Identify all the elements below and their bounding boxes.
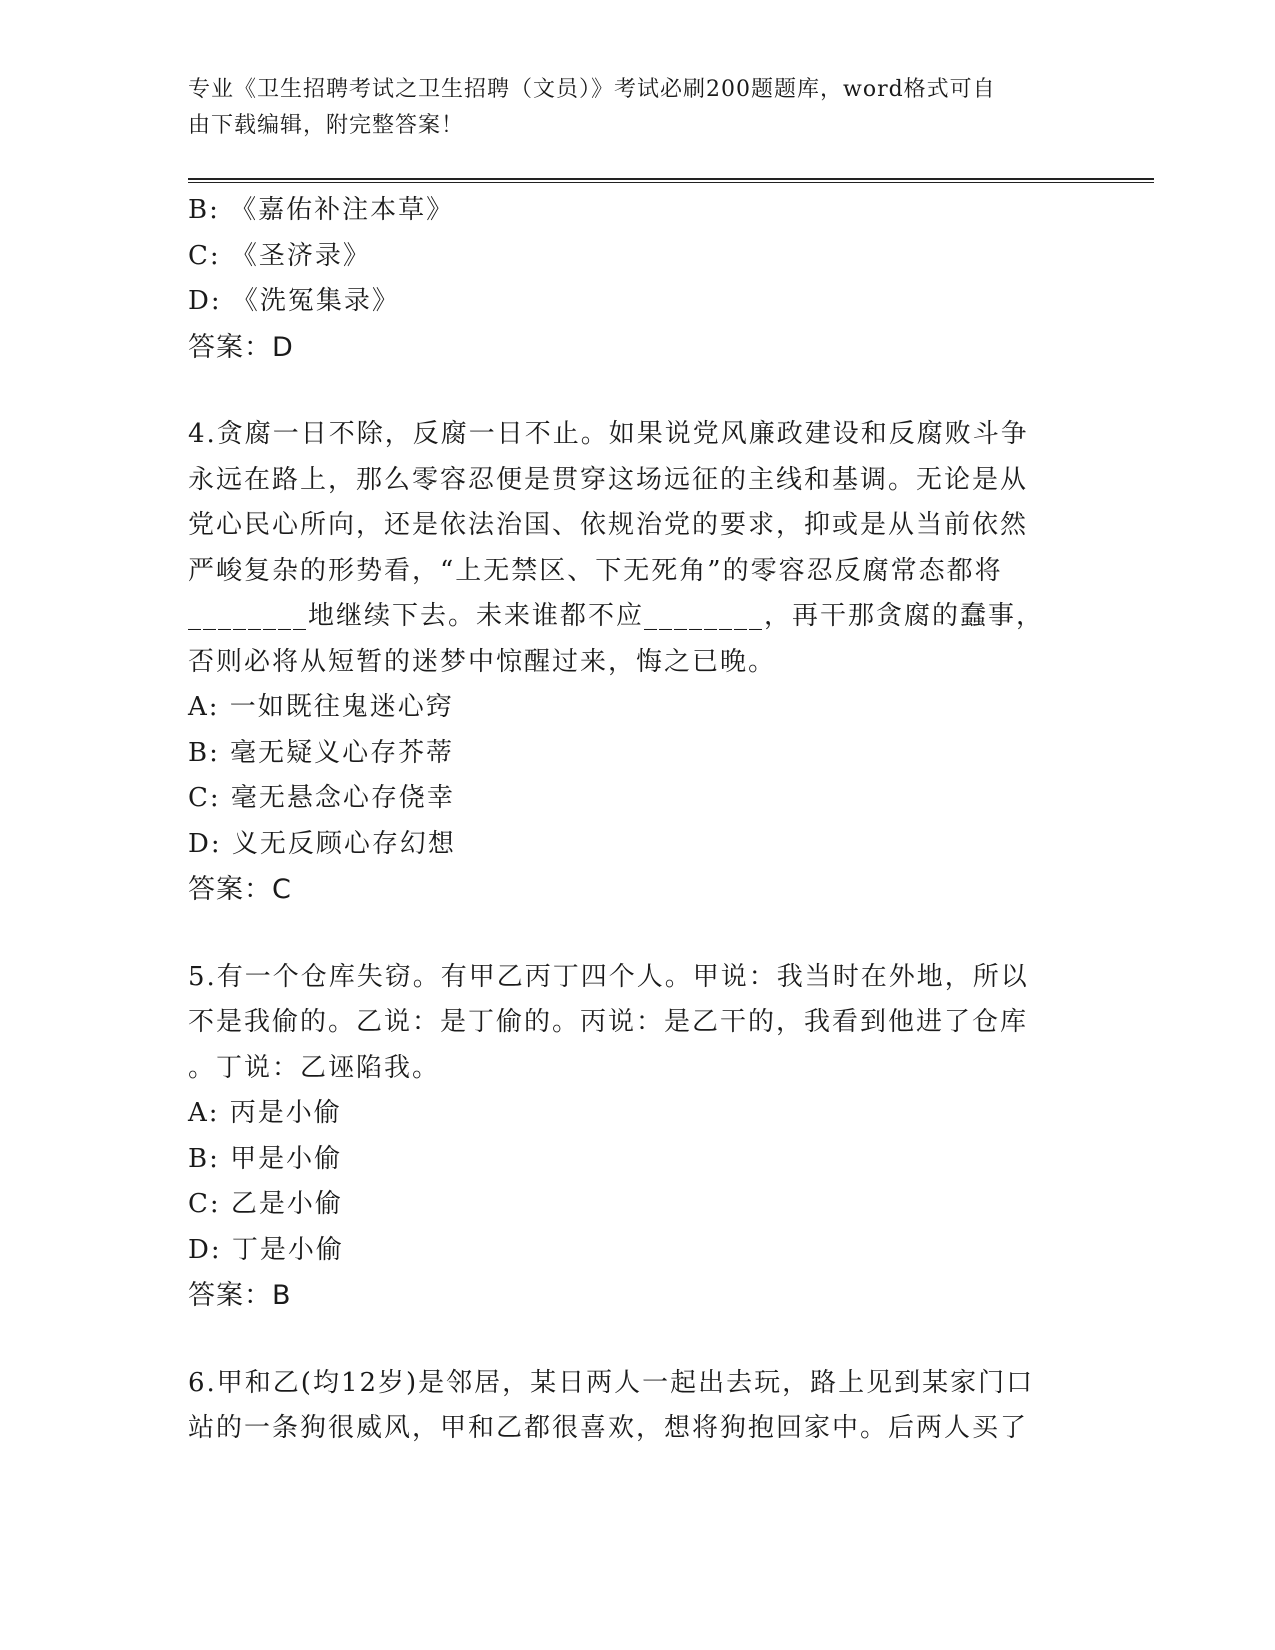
document-body <box>188 188 1088 1452</box>
question-stem-line: 党心民心所向，还是依法治国、依规治党的要求，抑或是从当前依然 <box>188 510 1029 540</box>
header-title-line-2: 由下载编辑，附完整答案！ <box>188 113 465 138</box>
option-c: C: 毫无悬念心存侥幸 <box>188 783 455 813</box>
answer: 答案：D <box>188 331 294 363</box>
question-stem-line: 不是我偷的。乙说：是丁偷的。丙说：是乙干的，我看到他进了仓库 <box>188 1007 1029 1037</box>
option-a: A: 丙是小偷 <box>188 1098 342 1128</box>
question-stem-line: 5.有一个仓库失窃。有甲乙丙丁四个人。甲说：我当时在外地，所以 <box>188 961 1029 992</box>
option-b: B: 毫无疑义心存芥蒂 <box>188 737 455 768</box>
page-header <box>188 72 1068 144</box>
option-d: D: 义无反顾心存幻想 <box>188 828 456 859</box>
question-3 <box>188 188 1088 370</box>
option-c: C: 《圣济录》 <box>188 240 371 271</box>
spacer <box>188 370 1088 412</box>
answer: 答案：B <box>188 1280 292 1311</box>
option-d: D: 丁是小偷 <box>188 1234 344 1265</box>
header-divider <box>188 178 1154 183</box>
question-stem-line: 4.贪腐一日不除，反腐一日不止。如果说党风廉政建设和反腐败斗争 <box>188 419 1029 449</box>
option-c: C: 乙是小偷 <box>188 1189 343 1219</box>
option-d: D: 《洗冤集录》 <box>188 286 400 316</box>
question-6 <box>188 1361 1088 1452</box>
answer: 答案：C <box>188 874 292 905</box>
spacer <box>188 913 1088 955</box>
option-a: A: 一如既往鬼迷心窍 <box>188 692 454 722</box>
option-b: B: 甲是小偷 <box>188 1143 343 1174</box>
question-5 <box>188 955 1088 1319</box>
header-title-line-1: 专业《卫生招聘考试之卫生招聘（文员）》考试必刷200题题库，word格式可自 <box>188 77 996 102</box>
question-stem-line: 站的一条狗很威风，甲和乙都很喜欢，想将狗抱回家中。后两人买了 <box>188 1413 1029 1443</box>
question-stem-line: 否则必将从短暂的迷梦中惊醒过来，悔之已晚。 <box>188 646 777 677</box>
option-b: B: 《嘉佑补注本草》 <box>188 195 455 225</box>
question-stem-line: 永远在路上，那么零容忍便是贯穿这场远征的主线和基调。无论是从 <box>188 464 1029 495</box>
question-stem-line: ________地继续下去。未来谁都不应________，再干那贪腐的蠢事， <box>188 601 1045 631</box>
question-4 <box>188 412 1088 913</box>
question-stem-line: 严峻复杂的形势看，“上无禁区、下无死角”的零容忍反腐常态都将 <box>188 555 1003 586</box>
question-stem-line: 6.甲和乙(均12岁)是邻居，某日两人一起出去玩，路上见到某家门口 <box>188 1367 1035 1398</box>
spacer <box>188 1319 1088 1361</box>
question-stem-line: 。丁说：乙诬陷我。 <box>188 1052 441 1083</box>
